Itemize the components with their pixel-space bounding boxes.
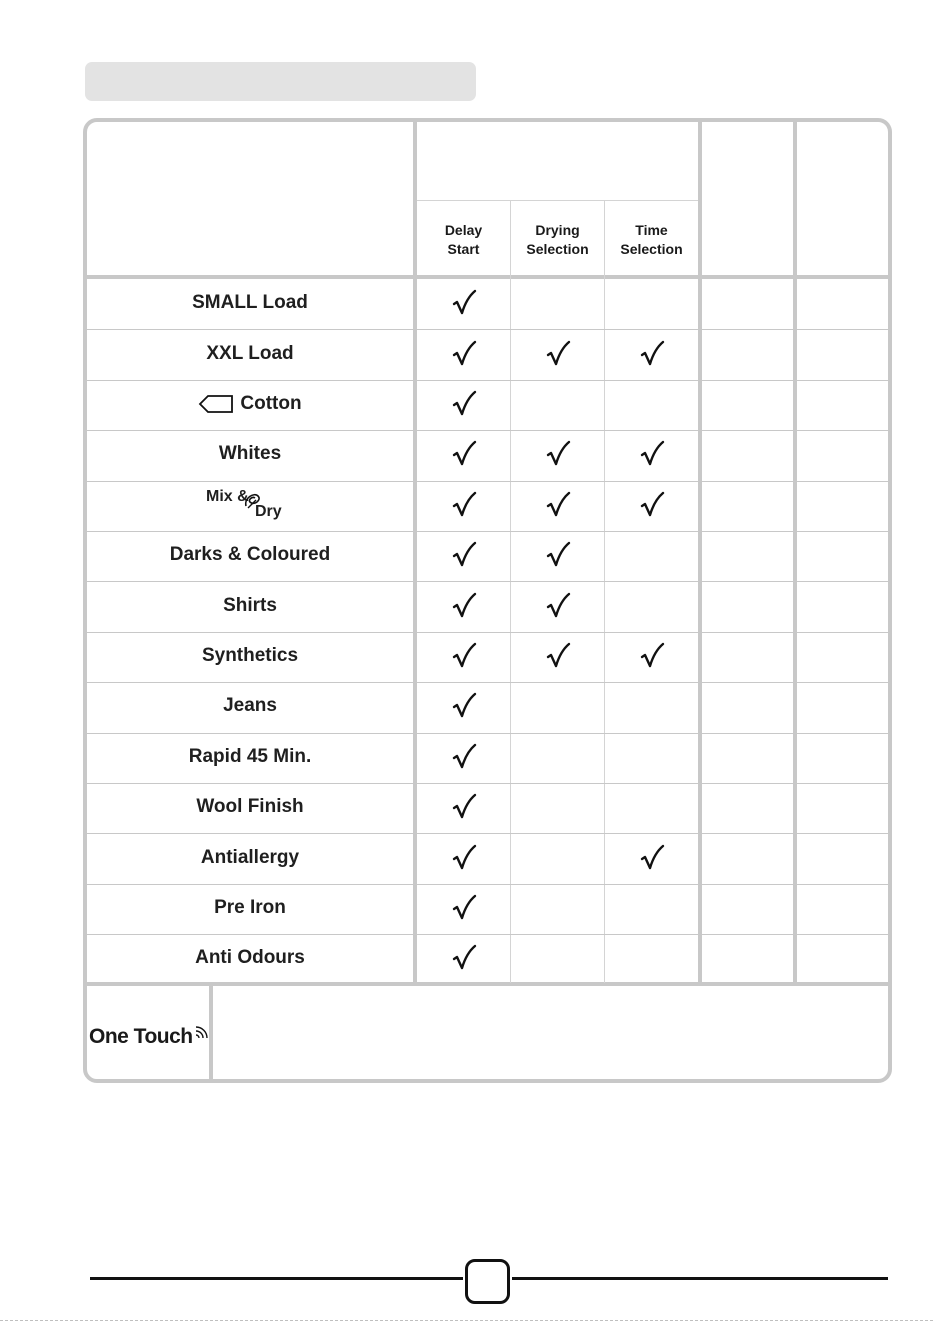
- col-divider-delay: [510, 201, 511, 983]
- header-drying-selection: Drying Selection: [526, 222, 589, 257]
- check-mark-icon: [451, 390, 477, 418]
- program-label-text: Synthetics: [201, 645, 299, 666]
- check-mark-icon: [451, 541, 477, 569]
- row-divider: [87, 833, 888, 834]
- signal-waves-icon: [194, 1025, 210, 1043]
- program-label: [87, 488, 413, 530]
- program-label: [87, 292, 413, 314]
- program-label: [87, 796, 413, 818]
- col-divider-extra: [793, 122, 797, 983]
- col-divider-options: [698, 122, 702, 983]
- iron-tag-icon: [198, 394, 234, 414]
- options-header-divider: [417, 200, 698, 201]
- check-mark-icon: [451, 491, 477, 519]
- check-mark-icon: [451, 844, 477, 872]
- row-divider: [87, 481, 888, 482]
- row-divider: [87, 884, 888, 885]
- row-divider: [87, 783, 888, 784]
- program-label-top: Mix &: [206, 487, 249, 505]
- check-mark-icon: [639, 340, 665, 368]
- program-label: [87, 544, 413, 566]
- program-label-text: Jeans: [223, 695, 277, 717]
- program-label: [87, 595, 413, 617]
- program-label-text: XXL Load: [206, 342, 294, 364]
- row-divider: [87, 430, 888, 431]
- check-mark-icon: [451, 894, 477, 922]
- program-label: [87, 847, 413, 869]
- check-mark-icon: [451, 743, 477, 771]
- row-divider: [87, 380, 888, 381]
- check-mark-icon: [545, 592, 571, 620]
- check-mark-icon: [451, 440, 477, 468]
- check-mark-icon: [545, 440, 571, 468]
- check-mark-icon: [545, 491, 571, 519]
- header-divider: [87, 275, 888, 279]
- check-mark-icon: [639, 642, 665, 670]
- row-divider: [87, 934, 888, 935]
- check-mark-icon: [451, 944, 477, 972]
- one-touch-logo: One Touch: [89, 1025, 210, 1049]
- row-divider: [87, 733, 888, 734]
- check-mark-icon: [639, 844, 665, 872]
- check-mark-icon: [639, 491, 665, 519]
- row-divider: [87, 329, 888, 330]
- program-label-bottom: Dry: [255, 502, 282, 520]
- check-mark-icon: [545, 340, 571, 368]
- section-title-bar: [85, 62, 476, 101]
- footer-divider: [87, 982, 888, 986]
- header-delay-start: Delay Start: [444, 222, 483, 257]
- check-mark-icon: [451, 692, 477, 720]
- col-divider-drying: [604, 201, 605, 983]
- program-label-text: Rapid 45 Min.: [188, 745, 312, 767]
- check-mark-icon: [545, 541, 571, 569]
- check-mark-icon: [451, 642, 477, 670]
- row-divider: [87, 581, 888, 582]
- program-label-text: Whites: [218, 443, 282, 465]
- program-label: [87, 645, 413, 667]
- program-label-text: Pre Iron: [214, 897, 286, 918]
- page-number-box: [465, 1259, 510, 1304]
- program-label: [87, 695, 413, 717]
- program-label-text: Darks & Coloured: [169, 544, 331, 566]
- check-mark-icon: [639, 440, 665, 468]
- footer-rule-right: [512, 1277, 888, 1280]
- check-mark-icon: [545, 642, 571, 670]
- program-label: [87, 393, 413, 420]
- program-label-text: Anti Odours: [195, 947, 305, 969]
- row-divider: [87, 682, 888, 683]
- check-mark-icon: [451, 592, 477, 620]
- page-cut-line: [0, 1320, 933, 1321]
- row-divider: [87, 531, 888, 532]
- check-mark-icon: [451, 340, 477, 368]
- program-label-text: Shirts: [223, 594, 277, 616]
- program-label: [87, 947, 413, 969]
- program-label: [87, 746, 413, 768]
- check-mark-icon: [451, 793, 477, 821]
- row-divider: [87, 632, 888, 633]
- header-time-selection: Time Selection: [620, 222, 683, 257]
- check-mark-icon: [451, 289, 477, 317]
- program-label: [87, 443, 413, 465]
- program-label-text: Wool Finish: [196, 796, 304, 818]
- program-label: [87, 897, 413, 919]
- program-label-text: Cotton: [240, 393, 302, 414]
- program-label: [87, 343, 413, 365]
- program-label-text: Antiallergy: [200, 846, 300, 868]
- program-label-text: SMALL Load: [192, 292, 308, 314]
- footer-rule-left: [90, 1277, 463, 1280]
